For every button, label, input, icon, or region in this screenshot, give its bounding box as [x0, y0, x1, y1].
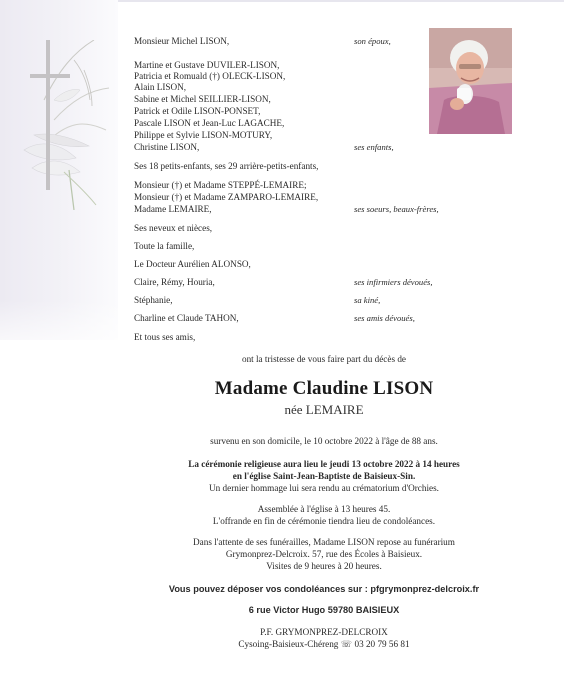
offering-line: L'offrande en fin de cérémonie tiendra lieu de condoléances.	[212, 516, 436, 526]
assembly-line: Assemblée à l'église à 13 heures 45.	[257, 504, 391, 514]
family-line: Stéphanie,	[134, 295, 173, 305]
deceased-name: Madame Claudine LISON	[214, 378, 434, 399]
family-line: Philippe et Sylvie LISON-MOTURY,	[134, 130, 273, 140]
relation-label: ses soeurs, beaux-frères,	[354, 204, 439, 214]
family-line: Toute la famille,	[134, 241, 195, 251]
condolences-line: Vous pouvez déposer vos condoléances sur : pfgrymonprez-delcroix.fr	[168, 584, 480, 594]
lily-flower-icon	[24, 40, 109, 210]
family-line: Pascale LISON et Jean-Luc LAGACHE,	[134, 118, 285, 128]
family-line: Ses 18 petits-enfants, ses 29 arrière-petits-enfants,	[134, 161, 319, 171]
relation-label: ses infirmiers dévoués,	[354, 277, 433, 287]
family-line: Charline et Claude TAHON,	[134, 313, 239, 323]
side-band-fade	[0, 300, 118, 360]
family-line: Christine LISON,	[134, 142, 200, 152]
hommage-line: Un dernier hommage lui sera rendu au crématorium d'Orchies.	[209, 483, 439, 493]
portrait-photo	[429, 28, 512, 134]
family-line: Monsieur (†) et Madame STEPPÉ-LEMAIRE;	[134, 180, 307, 190]
funeral-home-line: Dans l'attente de ses funérailles, Madame LISON repose au funérarium	[193, 537, 455, 547]
visiting-hours-line: Visites de 9 heures à 20 heures.	[266, 561, 382, 571]
family-line: Claire, Rémy, Houria,	[134, 277, 215, 287]
ceremony-location-line: en l'église Saint-Jean-Baptiste de Baisieux-Sin.	[232, 471, 416, 481]
relation-label: sa kiné,	[354, 295, 381, 305]
family-line: Ses neveux et nièces,	[134, 223, 213, 233]
family-line: Le Docteur Aurélien ALONSO,	[134, 259, 251, 269]
company-contact: Cysoing-Baisieux-Chéreng ☏ 03 20 79 56 81	[238, 639, 410, 649]
family-line: Patricia et Romuald (†) OLECK-LISON,	[134, 71, 286, 81]
relation-label: son époux,	[354, 36, 391, 46]
address-line: 6 rue Victor Hugo 59780 BAISIEUX	[248, 605, 400, 615]
family-line: Sabine et Michel SEILLIER-LISON,	[134, 94, 271, 104]
company-name: P.F. GRYMONPREZ-DELCROIX	[260, 627, 388, 637]
ceremony-line: La cérémonie religieuse aura lieu le jeudi 13 octobre 2022 à 14 heures	[188, 459, 460, 469]
announcement-line: ont la tristesse de vous faire part du décès de	[241, 354, 407, 364]
family-line: Et tous ses amis,	[134, 332, 196, 342]
family-line: Martine et Gustave DUVILER-LISON,	[134, 60, 280, 70]
death-line: survenu en son domicile, le 10 octobre 2022 à l'âge de 88 ans.	[210, 436, 438, 446]
funeral-home-address-line: Grymonprez-Delcroix. 57, rue des Écoles à Baisieux.	[225, 549, 423, 559]
family-line: Monsieur Michel LISON,	[134, 36, 230, 46]
family-line: Alain LISON,	[134, 82, 187, 92]
cross-lily-decoration	[14, 40, 118, 210]
family-line: Patrick et Odile LISON-PONSET,	[134, 106, 261, 116]
relation-label: ses enfants,	[354, 142, 394, 152]
maiden-name: née LEMAIRE	[284, 402, 364, 417]
relation-label: ses amis dévoués,	[354, 313, 415, 323]
family-line: Monsieur (†) et Madame ZAMPARO-LEMAIRE,	[134, 192, 319, 202]
family-line: Madame LEMAIRE,	[134, 204, 212, 214]
